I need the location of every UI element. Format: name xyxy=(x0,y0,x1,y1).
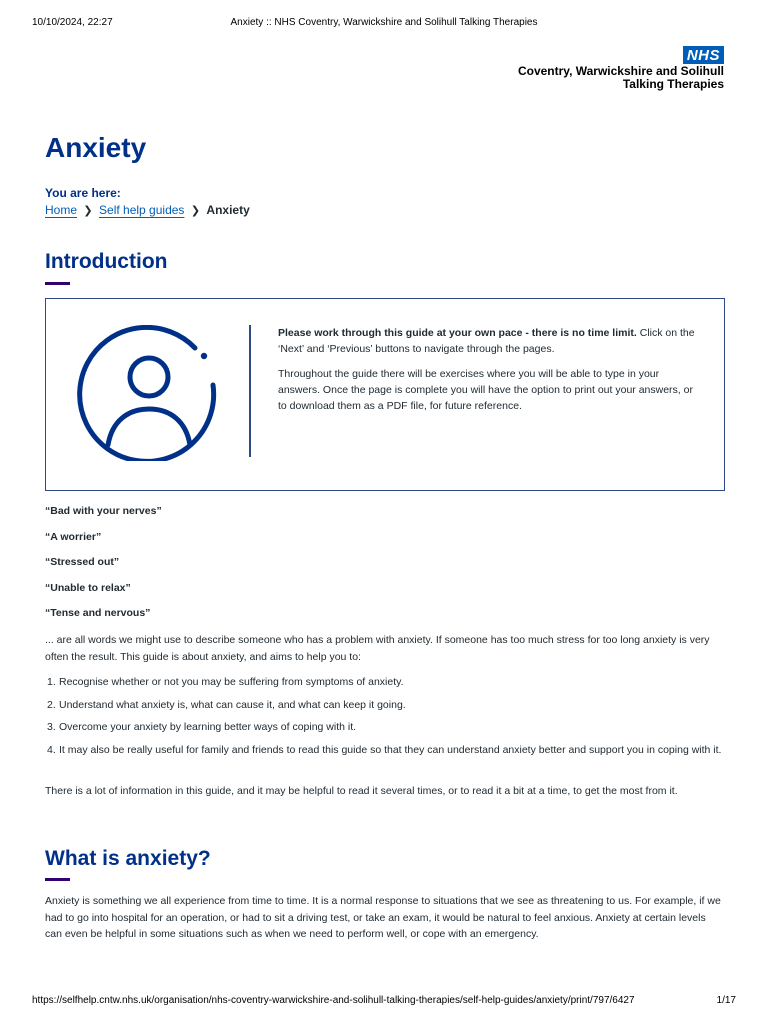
quote-item: “Bad with your nerves” xyxy=(45,505,162,517)
list-item xyxy=(45,719,725,736)
page-number: 1/17 xyxy=(716,995,736,1006)
list-item xyxy=(45,674,725,691)
intro-paragraph-1 xyxy=(278,325,698,357)
list-number: 1. xyxy=(47,676,56,688)
introduction-heading: Introduction xyxy=(45,250,168,273)
brand-line-1: Coventry, Warwickshire and Solihull xyxy=(517,64,724,78)
heading-underline xyxy=(45,282,70,285)
user-profile-icon xyxy=(76,325,222,461)
breadcrumb-current: Anxiety xyxy=(206,203,250,217)
list-item-text: Recognise whether or not you may be suffering from symptoms of anxiety. xyxy=(59,676,404,688)
intro-divider xyxy=(249,325,251,457)
print-url: https://selfhelp.cntw.nhs.uk/organisation/nhs-coventry-warwickshire-and-solihull-talking-therapies/self-help-guides/anxiety/print/797/6427 xyxy=(32,995,635,1006)
quote-item: “A worrier” xyxy=(45,531,102,543)
print-timestamp: 10/10/2024, 22:27 xyxy=(32,17,113,28)
intro-bold-text: Please work through this guide at your own pace - there is no time limit. xyxy=(278,327,637,339)
description-paragraph: ... are all words we might use to describe someone who has a problem with anxiety. If someone has too much stress for too long anxiety is very often the result. This guide is about anxiety, and aims to help you to: xyxy=(45,634,710,663)
nhs-brand[interactable] xyxy=(518,46,724,91)
breadcrumb xyxy=(45,203,250,217)
quote-item: “Stressed out” xyxy=(45,556,120,568)
heading-underline xyxy=(45,878,70,881)
list-item-text: It may also be really useful for family and friends to read this guide so that they can understand anxiety better and support you in coping with it. xyxy=(59,743,722,756)
breadcrumb-label: You are here: xyxy=(45,186,121,200)
what-is-anxiety-heading: What is anxiety? xyxy=(45,847,211,870)
info-note-paragraph: There is a lot of information in this guide, and it may be helpful to read it several times, or to read it a bit at a time, to get the most from it. xyxy=(45,785,678,797)
intro-text xyxy=(278,325,698,423)
intro-paragraph-2: Throughout the guide there will be exercises where you will be able to type in your answers. Once the page is complete you will have the option to print out your answers, or to download them as a PDF file, for future reference. xyxy=(278,368,693,412)
list-number: 3. xyxy=(47,721,56,733)
aims-list xyxy=(45,674,725,764)
intro-rest-text: Click on the ‘Next’ and ‘Previous’ buttons to navigate through the pages. xyxy=(278,327,695,355)
intro-card xyxy=(45,298,725,491)
list-number: 2. xyxy=(47,698,56,711)
brand-line-2: Talking Therapies xyxy=(622,77,724,91)
list-item xyxy=(45,742,725,759)
print-header xyxy=(32,17,736,31)
breadcrumb-home-link[interactable]: Home xyxy=(45,203,78,217)
breadcrumb-self-help-link[interactable]: Self help guides xyxy=(99,203,185,217)
list-item-text: Understand what anxiety is, what can cause it, and what can keep it going. xyxy=(59,698,406,711)
quote-item: “Tense and nervous” xyxy=(45,607,151,619)
chevron-right-icon: ❯ xyxy=(190,204,201,217)
chevron-right-icon: ❯ xyxy=(83,204,93,217)
list-item-text: Overcome your anxiety by learning better ways of coping with it. xyxy=(59,721,357,733)
quote-item: “Unable to relax” xyxy=(45,582,131,594)
list-item xyxy=(45,697,725,714)
page-title: Anxiety xyxy=(45,132,147,163)
print-page-title: Anxiety :: NHS Coventry, Warwickshire and Solihull Talking Therapies xyxy=(230,17,538,28)
list-number: 4. xyxy=(47,743,56,756)
nhs-logo: NHS xyxy=(683,46,724,64)
what-is-anxiety-paragraph: Anxiety is something we all experience from time to time. It is a normal response to situations that we see as threatening to us. For example, if we had to go into hospital for an operation, or had to sit a driving test, or take an exam, it would be natural to feel anxious. Anxiety at certain levels can even be helpful in some situations such as when we need to perform well, or cope with an emergency. xyxy=(45,895,721,940)
